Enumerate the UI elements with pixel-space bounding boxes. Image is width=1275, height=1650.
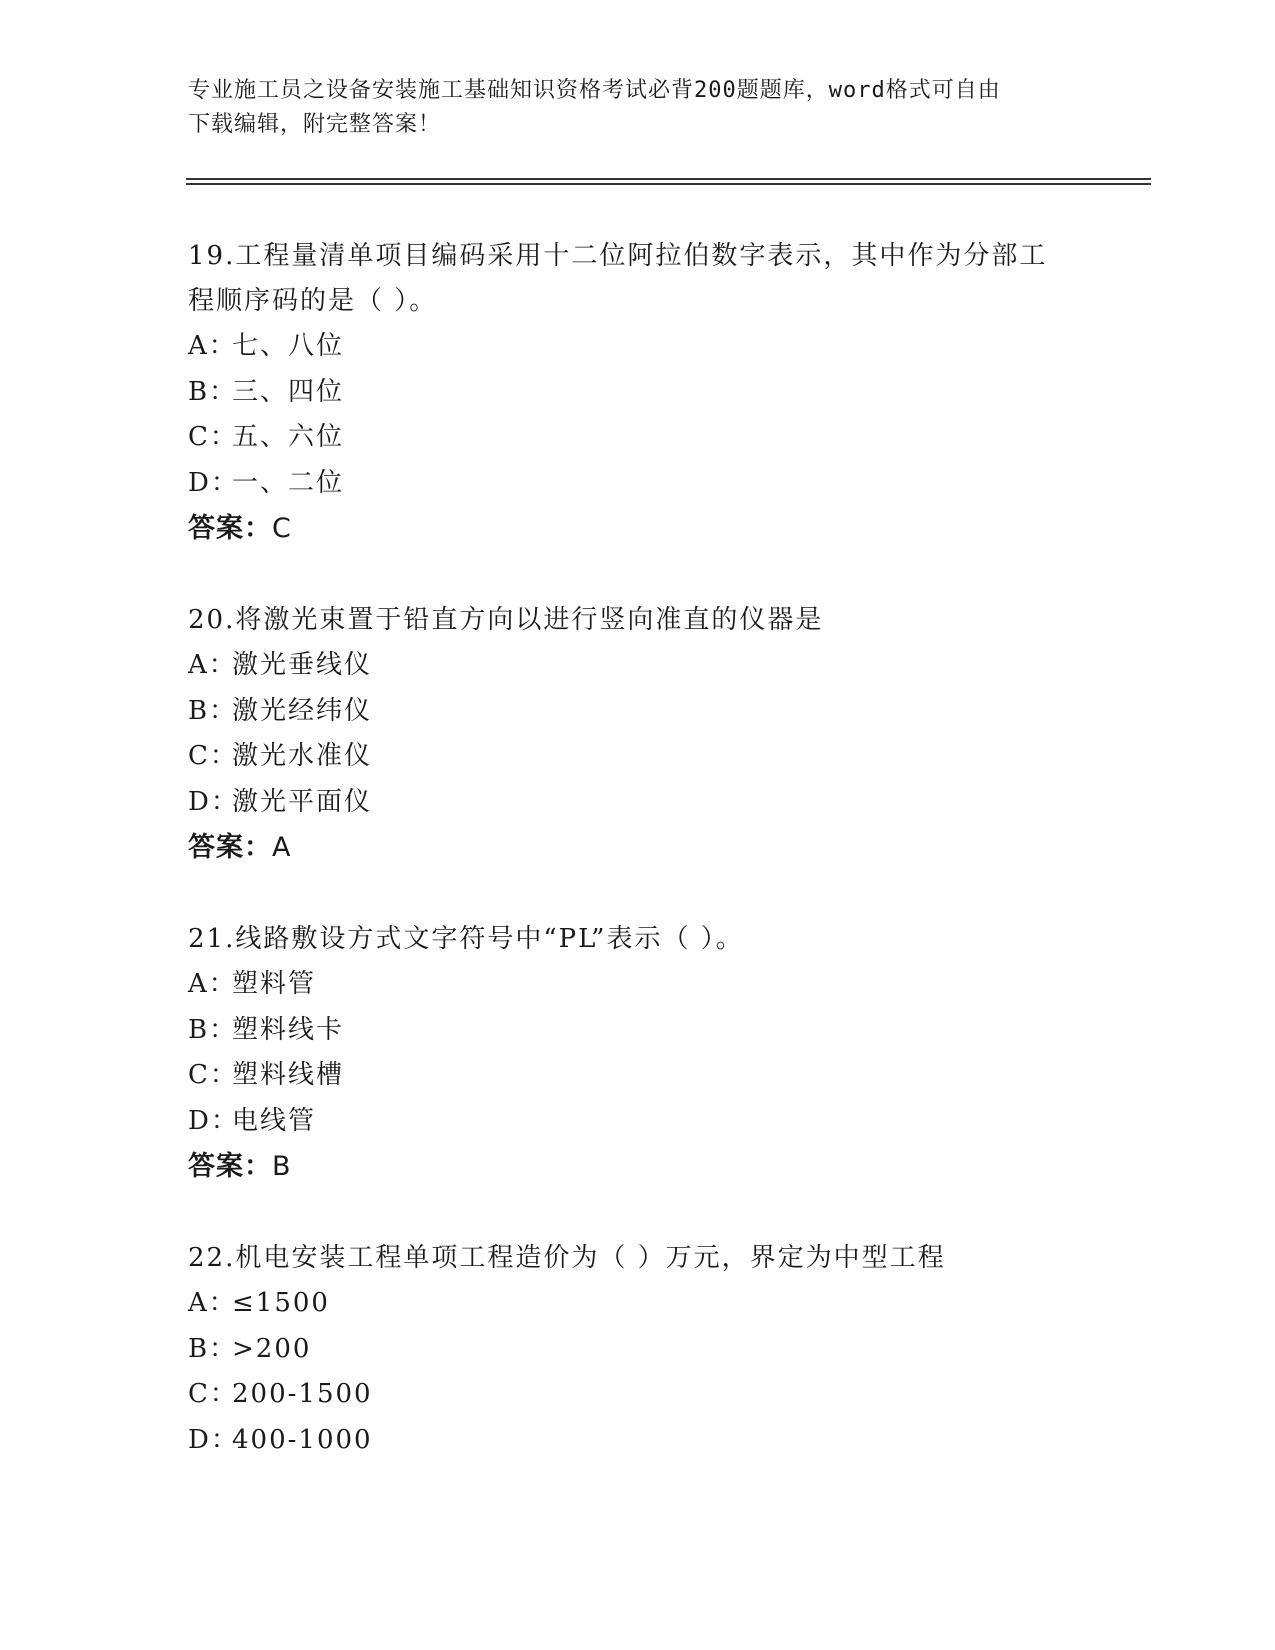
option-b (188, 689, 1088, 735)
option-key: C： (188, 422, 238, 452)
option-key: D： (188, 1105, 239, 1136)
option-d (188, 1099, 1088, 1145)
option-key: C： (188, 1379, 238, 1409)
option-text: 200-1500 (232, 1379, 373, 1409)
answer-line (188, 1144, 1088, 1190)
question-text (188, 917, 1088, 962)
header-divider-bottom (186, 183, 1151, 185)
option-text: 七、八位 (232, 331, 345, 361)
question-text-line: 21.线路敷设方式文字符号中“PL”表示（ ）。 (188, 924, 744, 954)
option-a (188, 1281, 1088, 1327)
option-c (188, 734, 1088, 780)
question-20 (188, 598, 1088, 871)
question-21 (188, 917, 1088, 1190)
option-key: A： (188, 969, 237, 999)
question-text (188, 1236, 1088, 1281)
option-key: C： (188, 741, 238, 771)
question-text (188, 598, 1088, 643)
option-text: 激光垂线仪 (232, 650, 373, 680)
answer-line (188, 825, 1088, 871)
option-text: 400-1000 (232, 1424, 373, 1455)
option-key: D： (188, 1424, 239, 1455)
answer-label: 答案： (188, 832, 272, 863)
option-a (188, 962, 1088, 1008)
question-text-line: 20.将激光束置于铅直方向以进行竖向准直的仪器是 (188, 605, 824, 635)
option-key: A： (188, 650, 237, 680)
option-b (188, 370, 1088, 416)
option-key: B： (188, 1333, 238, 1364)
question-text-line: 程顺序码的是（ ）。 (188, 286, 438, 316)
option-key: B： (188, 376, 238, 407)
answer-value: A (272, 832, 292, 863)
answer-label: 答案： (188, 513, 272, 544)
option-text: 塑料管 (232, 969, 317, 999)
option-a (188, 643, 1088, 689)
option-text: 激光水准仪 (232, 741, 373, 771)
question-19 (188, 234, 1088, 552)
question-text (188, 234, 1088, 324)
answer-value: B (272, 1151, 292, 1182)
option-c (188, 415, 1088, 461)
option-text: 三、四位 (232, 376, 345, 407)
option-text: 一、二位 (232, 467, 345, 498)
option-key: A： (188, 331, 237, 361)
option-c (188, 1053, 1088, 1099)
option-text: 激光平面仪 (232, 786, 373, 817)
option-key: D： (188, 467, 239, 498)
option-text: >200 (232, 1333, 312, 1364)
header-line-1: 专业施工员之设备安装施工基础知识资格考试必背200题题库，word格式可自由 (188, 78, 1001, 103)
option-text: 激光经纬仪 (232, 695, 373, 726)
option-text: ≤1500 (232, 1288, 330, 1318)
option-text: 五、六位 (232, 422, 345, 452)
option-text: 电线管 (232, 1105, 317, 1136)
option-c (188, 1372, 1088, 1418)
option-key: B： (188, 695, 238, 726)
option-a (188, 324, 1088, 370)
answer-line (188, 506, 1088, 552)
option-d (188, 1418, 1088, 1464)
option-key: B： (188, 1014, 238, 1045)
question-text-line: 19.工程量清单项目编码采用十二位阿拉伯数字表示，其中作为分部工 (188, 241, 1048, 271)
option-text: 塑料线卡 (232, 1014, 345, 1045)
option-b (188, 1008, 1088, 1054)
option-d (188, 780, 1088, 826)
option-key: A： (188, 1288, 237, 1318)
option-text: 塑料线槽 (232, 1060, 345, 1090)
header-line-2: 下载编辑，附完整答案！ (188, 112, 442, 137)
header-divider-top (186, 178, 1151, 180)
question-text-line: 22.机电安装工程单项工程造价为（ ）万元，界定为中型工程 (188, 1243, 946, 1273)
option-key: D： (188, 786, 239, 817)
option-b (188, 1327, 1088, 1373)
answer-label: 答案： (188, 1151, 272, 1182)
option-key: C： (188, 1060, 238, 1090)
document-header (188, 74, 1078, 142)
question-22 (188, 1236, 1088, 1463)
option-d (188, 461, 1088, 507)
answer-value: C (272, 513, 292, 544)
